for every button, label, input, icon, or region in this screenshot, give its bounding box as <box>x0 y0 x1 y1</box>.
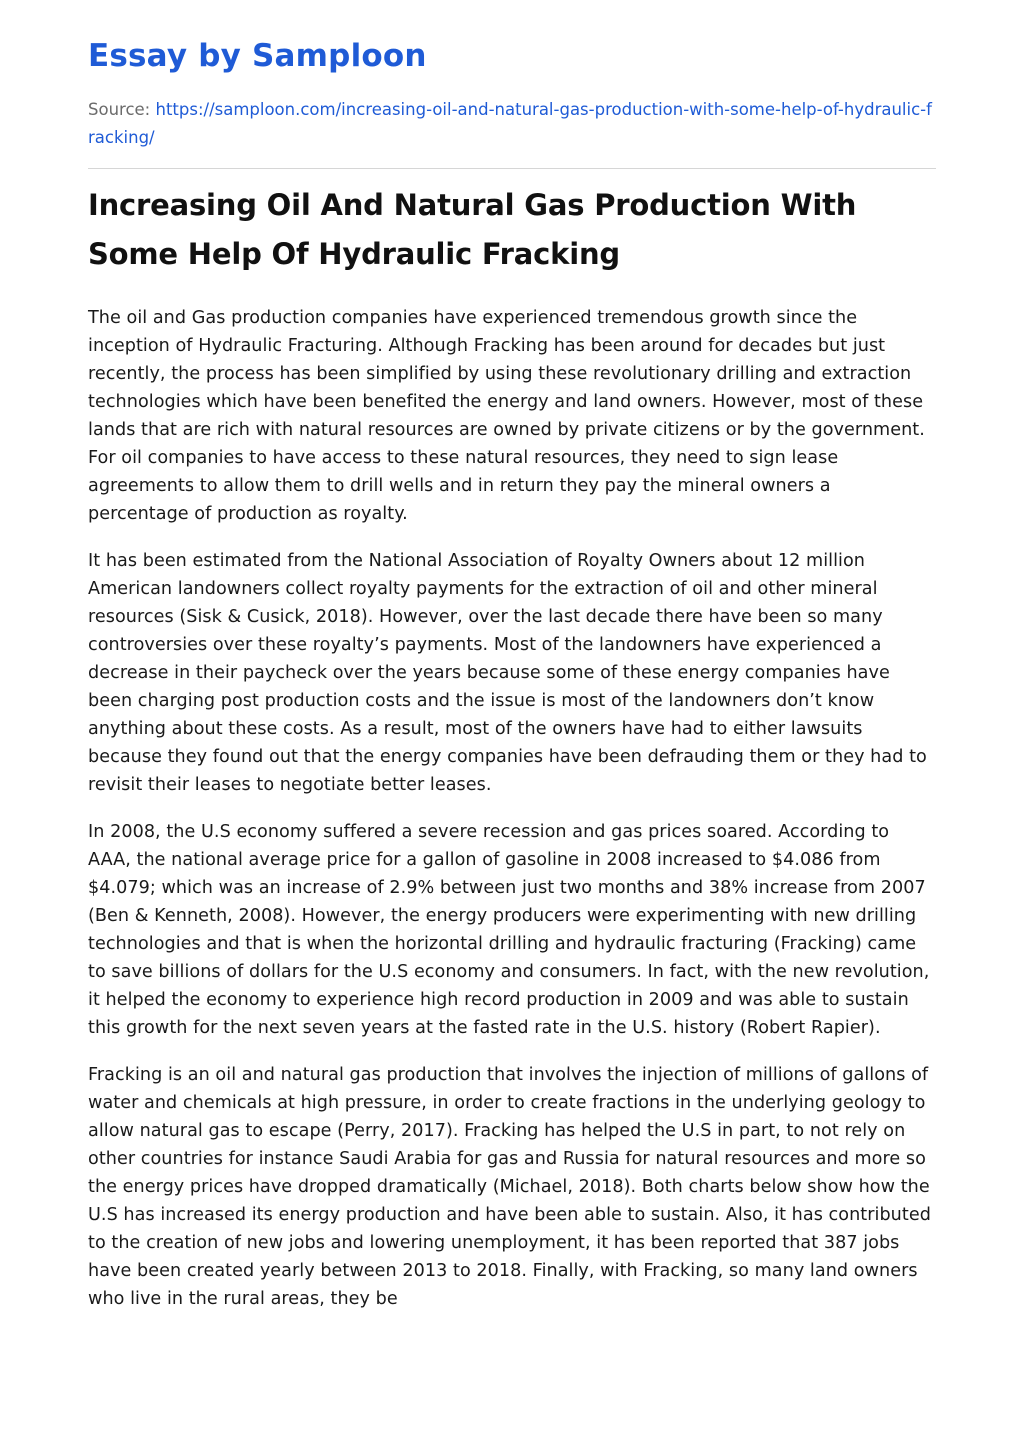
essay-paragraph: The oil and Gas production companies have experienced tremendous growth since the inception of Hydraulic Fracturing. Although Fracking has been around for decades but just recently, the process has been simplified by using these revolutionary drilling and extraction technologies which have been benefited the energy and land owners. However, most of these lands that are rich with natural resources are owned by private citizens or by the government. For oil companies to have access to these natural resources, they need to sign lease agreements to allow them to drill wells and in return they pay the mineral owners a percentage of production as royalty. <box>88 308 925 524</box>
essay-paragraph: In 2008, the U.S economy suffered a severe recession and gas prices soared. According to AAA, the national average price for a gallon of gasoline in 2008 increased to $4.086 from $4.079; which was an increase of 2.9% between just two months and 38% increase from 2007 (Ben & Kenneth, 2008). However, the energy producers were experimenting with new drilling technologies and that is when the horizontal drilling and hydraulic fracturing (Fracking) came to save billions of dollars for the U.S economy and consumers. In fact, with the new revolution, it helped the economy to experience high record production in 2009 and was able to sustain this growth for the next seven years at the fasted rate in the U.S. history (Robert Rapier). <box>88 822 930 1038</box>
essay-title: Increasing Oil And Natural Gas Production With Some Help Of Hydraulic Fracking <box>88 188 857 271</box>
header-divider <box>88 168 936 169</box>
source-link[interactable]: https://samploon.com/increasing-oil-and-natural-gas-production-with-some-help-of-hydraulic-fracking/ <box>88 100 932 147</box>
essay-paragraph: It has been estimated from the National Association of Royalty Owners about 12 million American landowners collect royalty payments for the extraction of oil and other mineral resources (Sisk & Cusick, 2018). However, over the last decade there have been so many controversies over these royalty’s payments. Most of the landowners have experienced a decrease in their paycheck over the years because some of these energy companies have been charging post production costs and the issue is most of the landowners don’t know anything about these costs. As a result, most of the owners have had to either lawsuits because they found out that the energy companies have been defrauding them or they had to revisit their leases to negotiate better leases. <box>88 551 927 795</box>
source-line <box>88 96 936 152</box>
essay-page <box>88 0 936 1332</box>
essay-paragraph: Fracking is an oil and natural gas production that involves the injection of millions of gallons of water and chemicals at high pressure, in order to create fractions in the underlying geology to allow natural gas to escape (Perry, 2017). Fracking has helped the U.S in part, to not rely on other countries for instance Saudi Arabia for gas and Russia for natural resources and more so the energy prices have dropped dramatically (Michael, 2018). Both charts below show how the U.S has increased its energy production and have been able to sustain. Also, it has contributed to the creation of new jobs and lowering unemployment, it has been reported that 387 jobs have been created yearly between 2013 to 2018. Finally, with Fracking, so many land owners who live in the rural areas, they be <box>88 1065 931 1309</box>
essay-body <box>88 304 936 1313</box>
source-label: Source: <box>88 100 151 119</box>
site-brand-title[interactable]: Essay by Samploon <box>88 38 427 74</box>
